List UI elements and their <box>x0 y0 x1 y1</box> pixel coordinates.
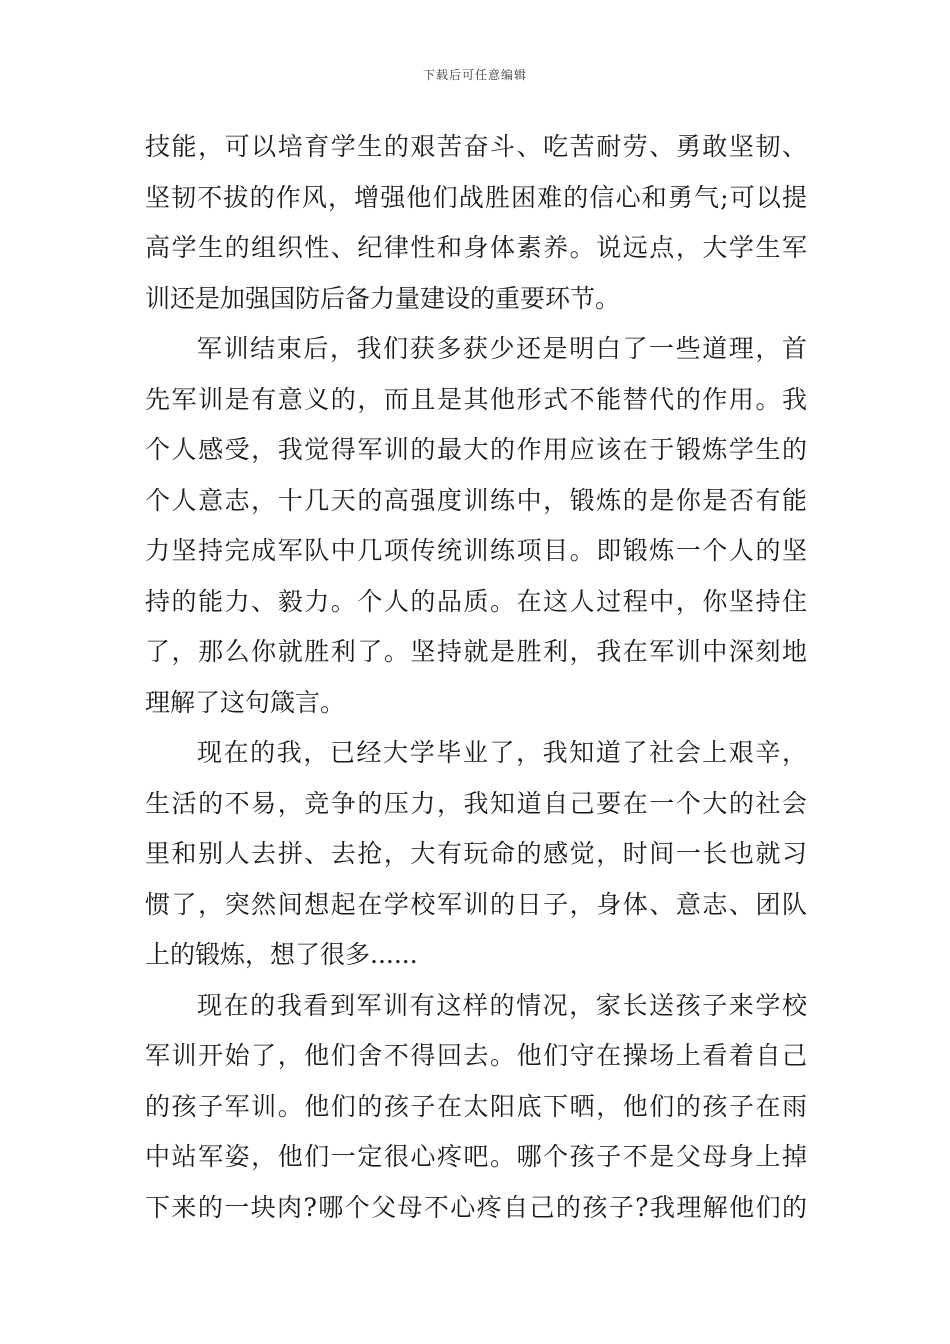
text-line: 先军训是有意义的，而且是其他形式不能替代的作用。我 <box>145 384 807 414</box>
text-line: 技能，可以培育学生的艰苦奋斗、吃苦耐劳、勇敢坚韧、 <box>145 132 807 161</box>
text-line: 下来的一块肉?哪个父母不心疼自己的孩子?我理解他们的 <box>145 1192 807 1222</box>
text-line: 训还是加强国防后备力量建设的重要环节。 <box>145 283 621 313</box>
text-line: 生活的不易，竞争的压力，我知道自己要在一个大的社会 <box>145 788 807 818</box>
text-line: 持的能力、毅力。个人的品质。在这人过程中，你坚持住 <box>145 586 807 616</box>
paragraph <box>145 981 807 1234</box>
text-line: 的孩子军训。他们的孩子在太阳底下晒，他们的孩子在雨 <box>145 1091 807 1121</box>
paragraph <box>145 122 807 324</box>
text-line: 中站军姿，他们一定很心疼吧。哪个孩子不是父母身上掉 <box>145 1142 807 1171</box>
text-line: 现在的我看到军训有这样的情况，家长送孩子来学校 <box>197 990 807 1020</box>
text-line: 高学生的组织性、纪律性和身体素养。说远点，大学生军 <box>145 233 807 262</box>
text-line: 力坚持完成军队中几项传统训练项目。即锻炼一个人的坚 <box>145 536 807 565</box>
text-line: 个人感受，我觉得军训的最大的作用应该在于锻炼学生的 <box>145 435 807 464</box>
paragraph <box>145 728 807 981</box>
text-line: 理解了这句箴言。 <box>145 687 346 717</box>
text-line: 里和别人去拼、去抢，大有玩命的感觉，时间一长也就习 <box>145 839 807 868</box>
text-line: 惯了，突然间想起在学校军训的日子，身体、意志、团队 <box>145 889 807 919</box>
text-line: 现在的我，已经大学毕业了，我知道了社会上艰辛， <box>197 738 807 767</box>
text-line: 了，那么你就胜利了。坚持就是胜利，我在军训中深刻地 <box>145 637 807 666</box>
page-header: 下载后可任意编辑 <box>422 68 527 82</box>
text-line: 军训结束后，我们获多获少还是明白了一些道理，首 <box>197 334 807 363</box>
text-line: 军训开始了，他们舍不得回去。他们守在操场上看着自己 <box>145 1041 807 1070</box>
text-line: 个人意志，十几天的高强度训练中，锻炼的是你是否有能 <box>145 485 807 515</box>
text-line: 坚韧不拔的作风，增强他们战胜困难的信心和勇气;可以提 <box>145 182 807 212</box>
document-body <box>145 122 807 1233</box>
text-line: 上的锻炼，想了很多...... <box>145 940 418 969</box>
paragraph <box>145 324 807 728</box>
